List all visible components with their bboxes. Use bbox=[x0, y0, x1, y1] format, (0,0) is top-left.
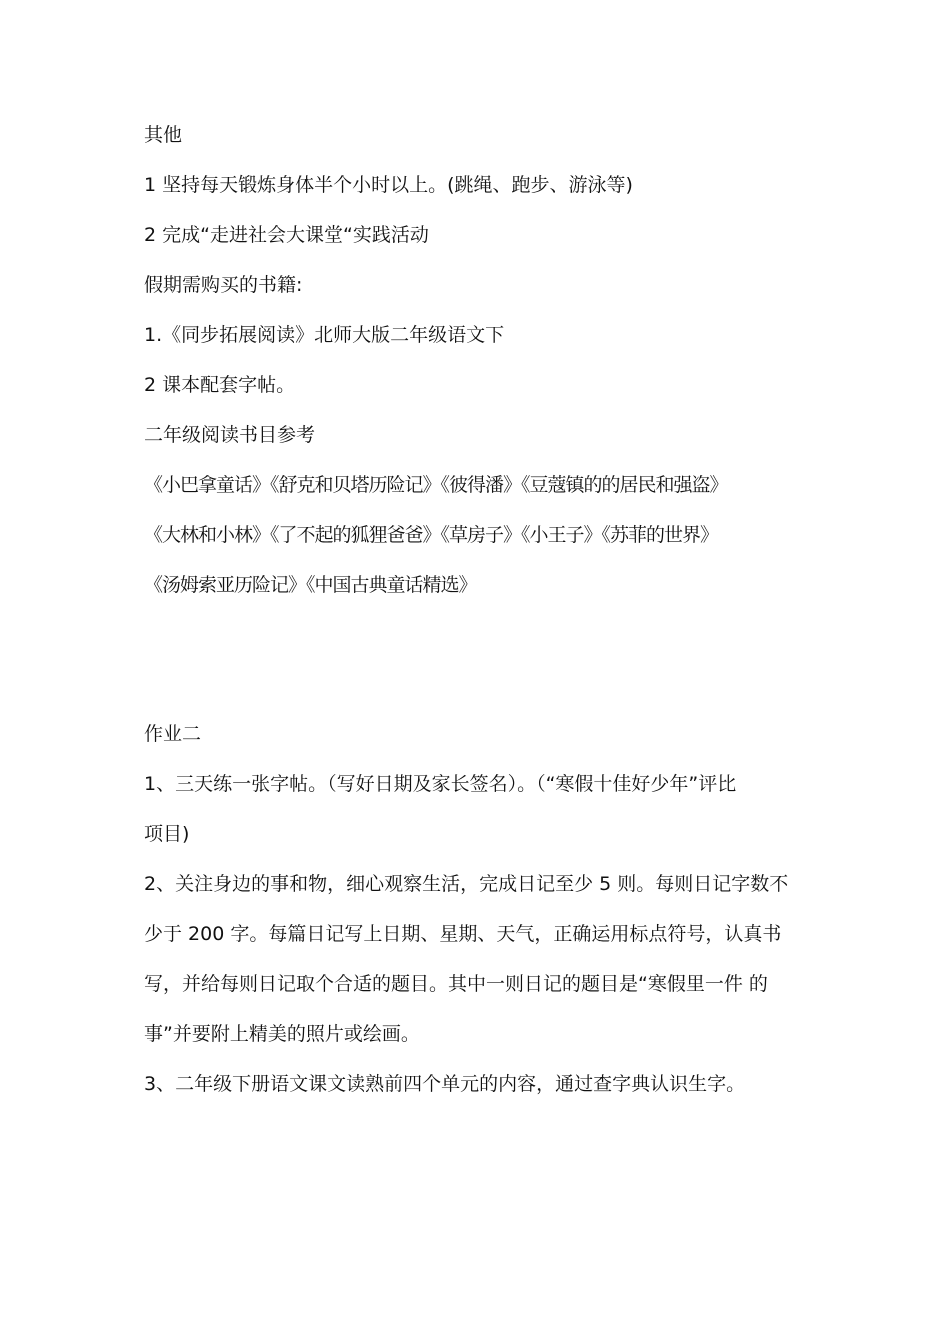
homework-line-6: 事”并要附上精美的照片或绘画。 bbox=[144, 1023, 420, 1045]
book-item-2: 2 课本配套字帖。 bbox=[144, 374, 296, 396]
homework-line-5: 写，并给每则日记取个合适的题目。其中一则日记的题目是“寒假里一件 的 bbox=[144, 973, 768, 995]
task-item-practice: 2 完成“走进社会大课堂“实践活动 bbox=[144, 224, 429, 246]
homework-line-1: 1、三天练一张字帖。（写好日期及家长签名）。（“寒假十佳好少年”评比 bbox=[144, 773, 737, 795]
reading-list-line-2: 《大林和小林》《了不起的狐狸爸爸》《草房子》《小王子》《苏菲的世界》 bbox=[144, 524, 719, 546]
homework-line-7: 3、二年级下册语文课文读熟前四个单元的内容，通过查字典认识生字。 bbox=[144, 1073, 746, 1095]
task-item-exercise: 1 坚持每天锻炼身体半个小时以上。(跳绳、跑步、游泳等) bbox=[144, 174, 633, 196]
reading-list-heading: 二年级阅读书目参考 bbox=[144, 424, 316, 446]
section-heading-homework-2: 作业二 bbox=[144, 723, 202, 745]
homework-line-2: 项目) bbox=[144, 823, 190, 845]
homework-line-4: 少于 200 字。每篇日记写上日期、星期、天气，正确运用标点符号，认真书 bbox=[144, 923, 782, 945]
reading-list-line-3: 《汤姆索亚历险记》《中国古典童话精选》 bbox=[144, 574, 477, 596]
section-heading-other: 其他 bbox=[144, 124, 183, 146]
books-heading: 假期需购买的书籍: bbox=[144, 274, 303, 296]
homework-line-3: 2、关注身边的事和物，细心观察生活，完成日记至少 5 则。每则日记字数不 bbox=[144, 873, 789, 895]
reading-list-line-1: 《小巴拿童话》《舒克和贝塔历险记》《彼得潘》《豆蔻镇的的居民和强盗》 bbox=[144, 474, 728, 496]
book-item-1: 1.《同步拓展阅读》北师大版二年级语文下 bbox=[144, 324, 505, 346]
